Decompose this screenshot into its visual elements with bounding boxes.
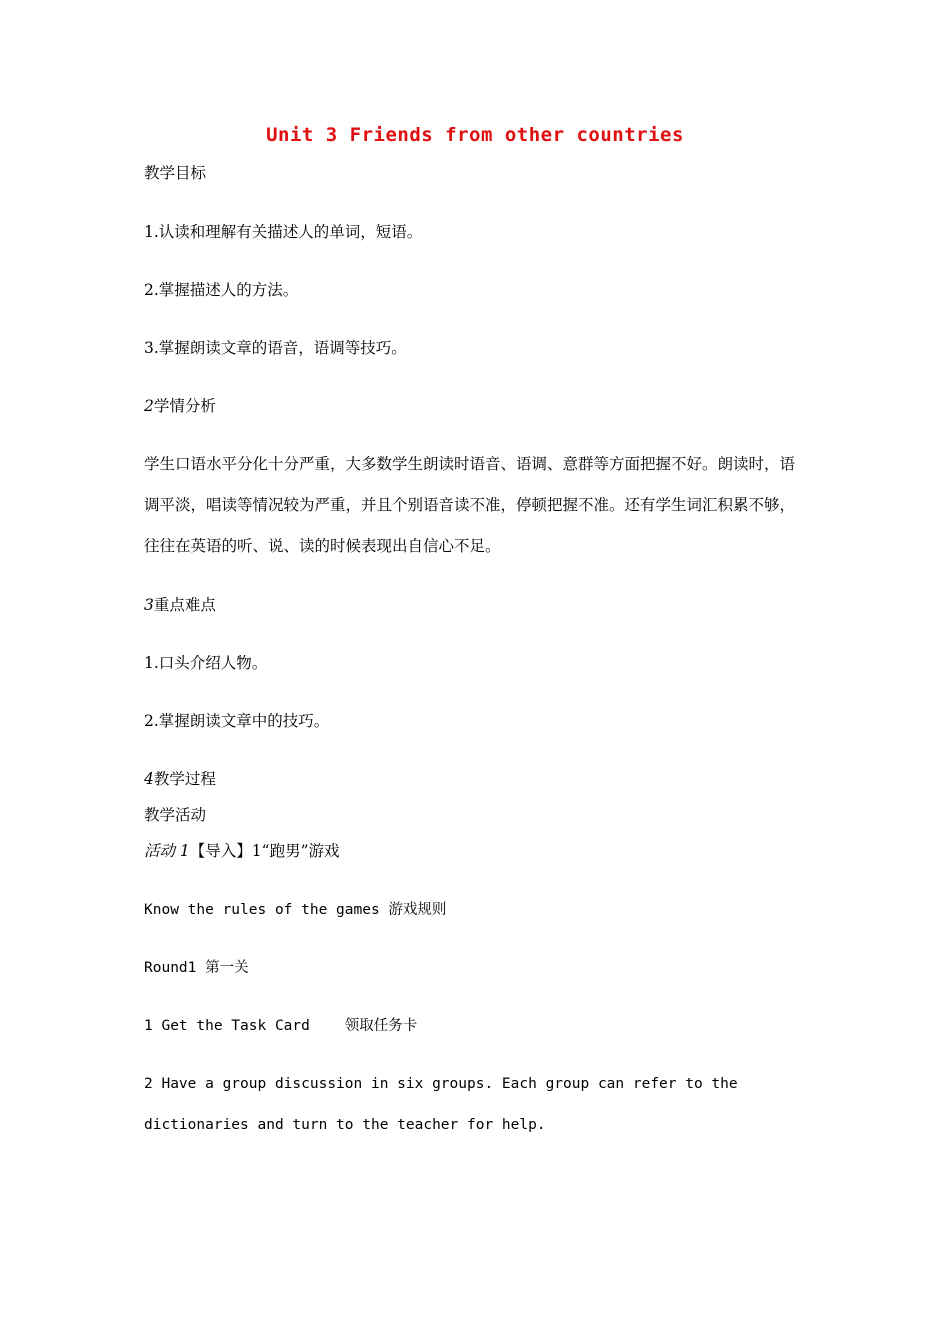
step-1-line: 1 Get the Task Card 领取任务卡 xyxy=(144,1018,418,1034)
activity-title: 【导入】1“跑男”游戏 xyxy=(189,842,340,860)
activities-heading: 教学活动 xyxy=(144,806,207,824)
section-heading-text: 教学过程 xyxy=(153,770,216,788)
activity-1-heading xyxy=(144,841,340,861)
student-analysis-paragraph: 学生口语水平分化十分严重，大多数学生朗读时语音、语调、意群等方面把握不好。朗读时，语调平淡，唱读等情况较为严重，并且个别语音读不准，停顿把握不准。还有学生词汇积累不够，往往在英语的听、说、读的时候表现出自信心不足。 xyxy=(144,455,796,555)
round-1-line: Round1 第一关 xyxy=(144,960,249,976)
goal-item-1: 1.认读和理解有关描述人的单词，短语。 xyxy=(144,223,423,241)
section-heading-teaching-goals: 教学目标 xyxy=(144,164,207,182)
section-number: 4 xyxy=(144,770,154,788)
section-number: 2 xyxy=(144,397,154,415)
step-2-paragraph: 2 Have a group discussion in six groups. Each group can refer to the dictionaries and turn to the teacher for help. xyxy=(144,1076,738,1133)
goal-item-3: 3.掌握朗读文章的语音，语调等技巧。 xyxy=(144,339,407,357)
goal-item-2: 2.掌握描述人的方法。 xyxy=(144,281,299,299)
key-point-1: 1.口头介绍人物。 xyxy=(144,654,268,672)
section-heading-teaching-process xyxy=(144,769,216,789)
key-point-2: 2.掌握朗读文章中的技巧。 xyxy=(144,712,330,730)
section-heading-student-analysis xyxy=(144,396,216,416)
section-number: 3 xyxy=(144,596,154,614)
document-title: Unit 3 Friends from other countries xyxy=(266,124,684,146)
section-heading-text: 重点难点 xyxy=(153,596,216,614)
activity-label: 活动 1 xyxy=(144,842,190,860)
section-heading-key-points xyxy=(144,595,216,615)
section-heading-text: 学情分析 xyxy=(153,397,216,415)
game-rules-line: Know the rules of the games 游戏规则 xyxy=(144,902,447,918)
